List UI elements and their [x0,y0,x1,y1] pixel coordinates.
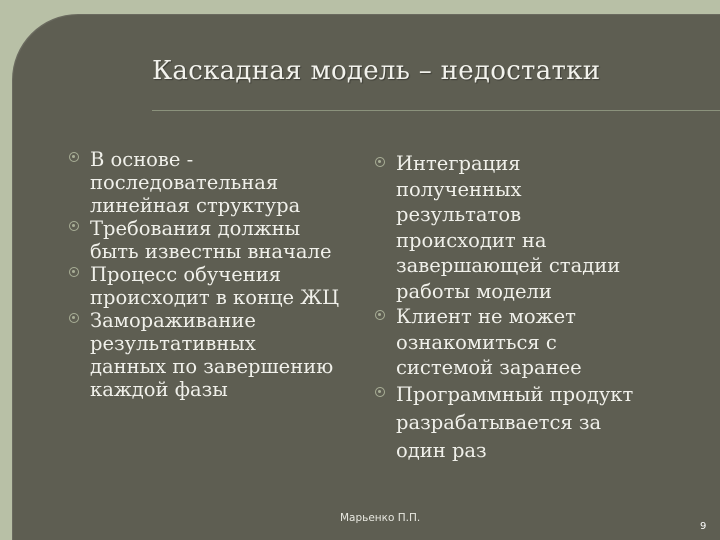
bullet-item [396,381,696,465]
bullet-text-line: Процесс обучения [90,263,282,286]
left-bullet-list [90,148,360,401]
bullet-text-line: происходит на [396,228,547,252]
circle-dot-icon [69,152,79,162]
bullet-item [90,309,360,401]
slide-title: Каскадная модель – недостатки [152,56,601,86]
bullet-text-line: системой заранее [396,356,582,379]
circle-dot-icon [69,267,79,277]
title-divider [152,110,720,111]
bullet-text-line: ознакомиться с [396,330,557,354]
bullet-text-line: результатов [396,203,522,226]
bullet-text-line: полученных [396,177,522,201]
bullet-text-line: линейная структура [90,194,301,217]
bullet-item [90,217,360,263]
bullet-text-line: каждой фазы [90,378,228,401]
circle-dot-icon [375,157,385,167]
page-number: 9 [700,521,707,532]
circle-dot-icon [69,313,79,323]
bullet-text-line: завершающей стадии [396,254,621,277]
footer-author: Марьенко П.П. [340,512,421,524]
bullet-item [396,304,696,381]
bullet-item [90,263,360,309]
bullet-text-line: Программный продукт [396,382,634,406]
bullet-text-line: работы модели [396,279,552,303]
bullet-text-line: В основе - [90,148,194,171]
bullet-text-line: разрабатывается за [396,410,602,434]
circle-dot-icon [375,310,385,320]
bullet-text-line: результативных [90,332,256,355]
bullet-text-line: Клиент не может [396,305,576,328]
bullet-item [90,148,360,217]
bullet-text-line: Требования должны [90,217,301,240]
bullet-text-line: быть известны вначале [90,240,332,263]
bullet-text-line: последовательная [90,171,279,194]
bullet-text-line: данных по завершению [90,355,334,378]
right-bullet-list [396,151,696,465]
bullet-text-line: Интеграция [396,152,521,175]
circle-dot-icon [69,221,79,231]
bullet-text-line: Замораживание [90,309,256,332]
bullet-item [396,151,696,304]
bullet-text-line: один раз [396,438,487,462]
circle-dot-icon [375,387,385,397]
bullet-text-line: происходит в конце ЖЦ [90,286,340,309]
